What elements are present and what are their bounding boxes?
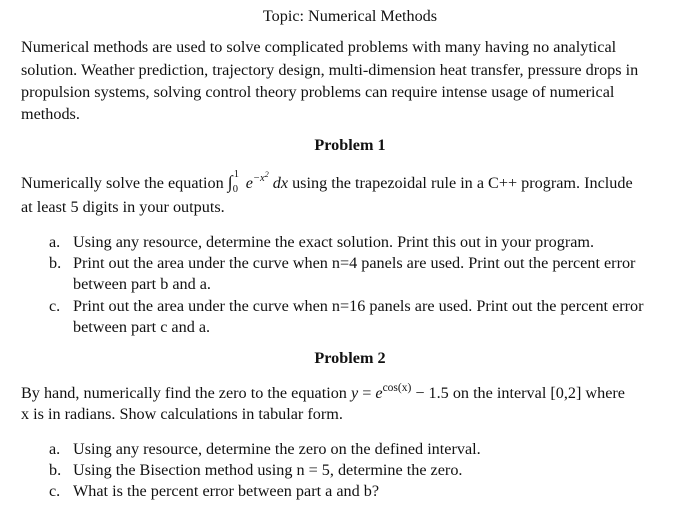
problem-2-statement-post: on the interval [0,2] where	[452, 384, 625, 402]
differential: dx	[272, 174, 289, 192]
problem-1-statement-pre: Numerically solve the equation	[21, 174, 224, 192]
problem-1-statement-line-2: at least 5 digits in your outputs.	[21, 198, 225, 216]
equation-lhs: y	[350, 384, 359, 402]
equation-base: e	[375, 384, 383, 402]
problem-1-item-c-text-2: between part c and a.	[73, 318, 211, 336]
integrand-base: e	[245, 174, 253, 192]
problem-1-item-b-text-1: Print out the area under the curve when n=4 panels are used. Print out the percent error	[73, 254, 636, 272]
problem-2-item-c-text: What is the percent error between part a and b?	[73, 482, 380, 500]
problem-2-item-a-text: Using any resource, determine the zero on the defined interval.	[73, 440, 481, 458]
problem-1-item-c-label: c.	[49, 297, 61, 315]
problem-1-item-a-label: a.	[49, 233, 61, 251]
equation-rest: − 1.5	[415, 384, 449, 402]
intro-line-2: solution. Weather prediction, trajectory design, multi-dimension heat transfer, pressure drops in	[21, 61, 639, 79]
problem-2-statement-line-2: x is in radians. Show calculations in tabular form.	[21, 405, 343, 423]
problem-2-item-b-text: Using the Bisection method using n = 5, determine the zero.	[73, 461, 463, 479]
document-title: Topic: Numerical Methods	[262, 7, 438, 25]
problem-1-item-b-label: b.	[49, 254, 62, 272]
problem-1-statement	[21, 169, 633, 195]
problem-2-statement-pre: By hand, numerically find the zero to the equation	[21, 384, 347, 402]
integral-upper-limit: 1	[233, 169, 239, 180]
problem-1-item-a-text: Using any resource, determine the exact solution. Print this out in your program.	[73, 233, 595, 251]
integral-sign: ∫	[227, 172, 233, 192]
intro-line-3: propulsion systems, solving control theory problems can require intense usage of numerical	[21, 83, 615, 101]
problem-1-item-b-text-2: between part b and a.	[73, 275, 211, 293]
problem-2-heading: Problem 2	[314, 349, 386, 367]
integrand-exponent-power: 2	[264, 170, 269, 179]
integrand-exponent: −x2	[252, 170, 269, 184]
integral-lower-limit: 0	[232, 184, 238, 195]
intro-line-1: Numerical methods are used to solve complicated problems with many having no analytical	[21, 38, 617, 56]
problem-1-heading: Problem 1	[314, 136, 386, 154]
problem-2-item-a-label: a.	[49, 440, 61, 458]
equation-equals: =	[362, 384, 372, 402]
problem-2-item-c-label: c.	[49, 482, 61, 500]
integral-limits	[232, 169, 242, 195]
problem-1-item-c-text-1: Print out the area under the curve when n=16 panels are used. Print out the percent error	[73, 297, 644, 315]
intro-line-4: methods.	[21, 105, 80, 123]
problem-2-item-b-label: b.	[49, 461, 62, 479]
equation-exponent: cos(x)	[382, 382, 412, 394]
problem-2-statement	[21, 383, 625, 403]
problem-1-statement-post: using the trapezoidal rule in a C++ program. Include	[292, 174, 633, 192]
